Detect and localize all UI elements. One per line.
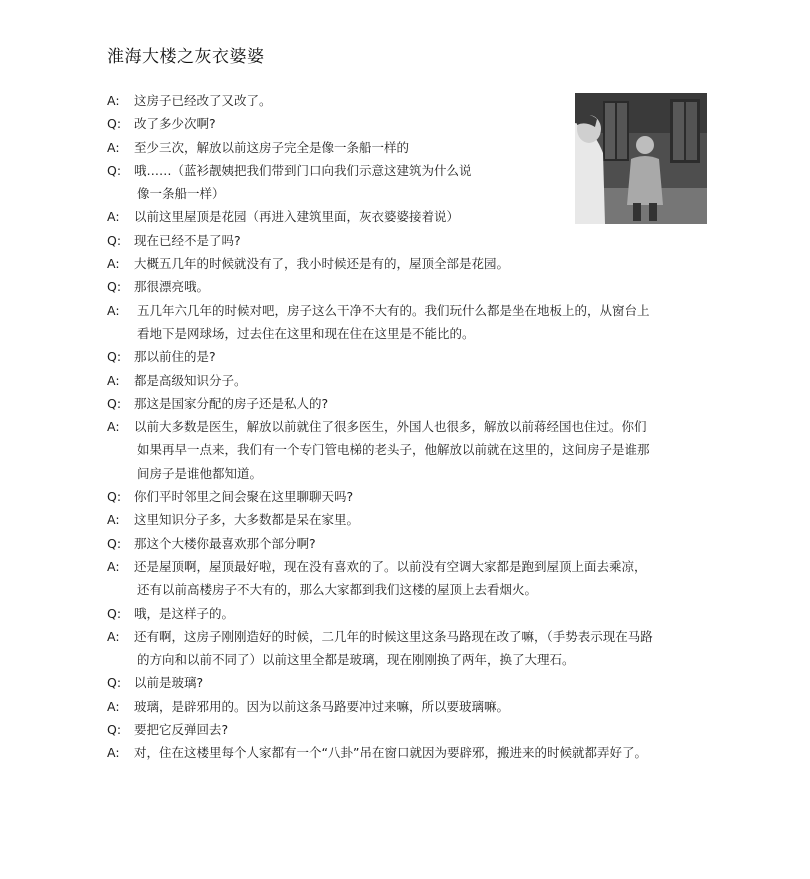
dialog-entry [107,415,727,485]
dialog-entry [107,275,727,298]
dialog-text: 那这是国家分配的房子还是私人的? [134,395,329,411]
dialog-entry [107,252,727,275]
speaker-label: Q: [107,116,122,132]
dialog-text-continued: 像一条船一样） [137,186,225,202]
dialog-entry [107,532,727,555]
speaker-label: A: [107,512,120,528]
dialog-text: 现在已经不是了吗? [134,232,241,248]
dialog-text: 以前这里屋顶是花园（再进入建筑里面，灰衣婆婆接着说） [134,209,460,225]
dialog-text-continued: 看地下是网球场，过去住在这里和现在住在这里是不能比的。 [137,325,475,341]
dialog-text: 至少三次，解放以前这房子完全是像一条船一样的 [134,139,410,155]
speaker-label: A: [107,745,120,761]
dialog-text: 你们平时邻里之间会聚在这里聊聊天吗? [134,489,354,505]
dialog-entry [107,299,727,346]
speaker-label: Q: [107,605,122,621]
dialog-text: 还是屋顶啊，屋顶最好啦，现在没有喜欢的了。以前没有空调大家都是跑到屋顶上面去乘凉， [134,558,647,574]
dialog-text: 都是高级知识分子。 [134,372,247,388]
dialog-text: 哦，是这样子的。 [134,605,235,621]
dialog-text: 对，住在这楼里每个人家都有一个“八卦”吊在窗口就因为要辟邪，搬进来的时候就都弄好了。 [134,745,647,761]
dialog-entry [107,392,727,415]
speaker-label: A: [107,209,120,225]
dialog-text-continued: 如果再早一点来，我们有一个专门管电梯的老头子，他解放以前就在这里的，这间房子是谁那 [137,442,650,458]
dialog-entry [107,718,727,741]
speaker-label: A: [107,372,120,388]
dialog-entry [107,625,727,672]
speaker-label: Q: [107,349,122,365]
dialog-entry [107,508,727,531]
dialog-text-continued: 间房子是谁他都知道。 [137,465,263,481]
dialog-text: 五几年六几年的时候对吧，房子这么干净不大有的。我们玩什么都是坐在地板上的，从窗台上 [137,302,650,318]
dialog-text: 大概五几年的时候就没有了，我小时候还是有的，屋顶全部是花园。 [134,256,510,272]
speaker-label: Q: [107,535,122,551]
speaker-label: Q: [107,722,122,738]
dialog-entry [107,136,727,159]
speaker-label: A: [107,419,120,435]
dialog-text: 那这个大楼你最喜欢那个部分啊? [134,535,316,551]
dialog-entry [107,555,727,602]
dialog-entry [107,485,727,508]
dialog-text: 那以前住的是? [134,349,216,365]
dialog-text: 那很漂亮哦。 [134,279,210,295]
dialog-text: 这里知识分子多，大多数都是呆在家里。 [134,512,360,528]
dialog-entry [107,741,727,764]
speaker-label: A: [107,698,120,714]
dialog-text-continued: 还有以前高楼房子不大有的，那么大家都到我们这楼的屋顶上去看烟火。 [137,582,538,598]
speaker-label: A: [107,302,120,318]
speaker-label: A: [107,628,120,644]
speaker-label: Q: [107,395,122,411]
speaker-label: Q: [107,675,122,691]
dialog-text: 玻璃，是辟邪用的。因为以前这条马路要冲过来嘛，所以要玻璃嘛。 [134,698,510,714]
speaker-label: Q: [107,162,122,178]
dialog [107,89,727,765]
speaker-label: A: [107,558,120,574]
dialog-text: 以前是玻璃? [134,675,204,691]
dialog-entry [107,369,727,392]
dialog-text: 以前大多数是医生，解放以前就住了很多医生，外国人也很多，解放以前蒋经国也住过。你们 [134,419,647,435]
speaker-label: A: [107,139,120,155]
dialog-entry [107,112,727,135]
speaker-label: A: [107,256,120,272]
speaker-label: A: [107,93,120,108]
dialog-text: 哦……（蓝衫靓姨把我们带到门口向我们示意这建筑为什么说 [134,162,472,178]
dialog-text: 还有啊，这房子刚刚造好的时候，二几年的时候这里这条马路现在改了嘛，（手势表示现在马路 [134,628,653,644]
dialog-text: 这房子已经改了又改了。 [134,93,272,108]
dialog-text: 改了多少次啊? [134,116,216,132]
speaker-label: Q: [107,279,122,295]
dialog-text: 要把它反弹回去? [134,722,229,738]
page-title: 淮海大楼之灰衣婆婆 [107,47,265,67]
dialog-entry [107,671,727,694]
dialog-entry [107,695,727,718]
dialog-entry [107,205,727,228]
dialog-entry [107,159,727,206]
dialog-entry [107,229,727,252]
speaker-label: Q: [107,232,122,248]
dialog-entry [107,602,727,625]
speaker-label: Q: [107,489,122,505]
dialog-entry [107,345,727,368]
dialog-text-continued: 的方向和以前不同了）以前这里全都是玻璃，现在刚刚换了两年，换了大理石。 [137,652,575,668]
dialog-entry [107,89,727,112]
